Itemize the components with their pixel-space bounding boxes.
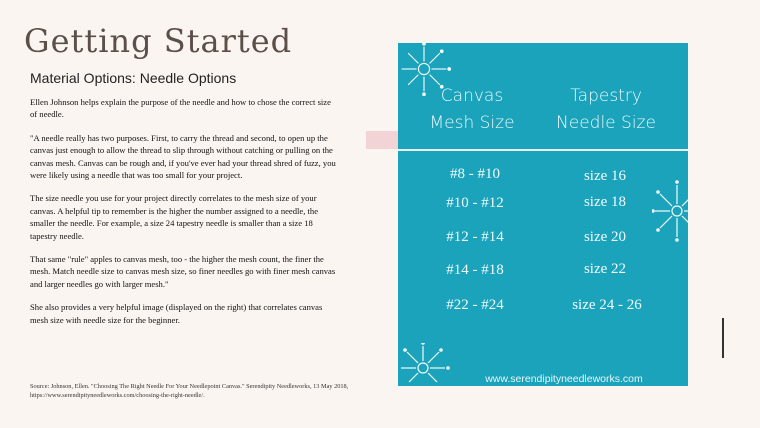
needle-size-cell: size 24 - 26: [572, 297, 642, 313]
edge-rule: [722, 318, 724, 358]
column-header-tapestry-needle: [546, 83, 666, 137]
source-citation: Source: Johnson, Ellen. "Choosing The Right Needle For Your Needlepoint Canvas." Serendipity Needleworks, 13 May 2018, https://www.serendipityneedleworks.com/choosing-the-right-needle/.: [30, 383, 349, 399]
column-header-canvas-mesh: [412, 83, 532, 137]
snowflake-decoration-icon: [398, 343, 450, 386]
header-tapestry-line2: Needle Size: [556, 113, 656, 133]
body-text: [30, 96, 340, 337]
mesh-size-cell: #12 - #14: [446, 229, 504, 245]
needle-size-chart-panel: [398, 43, 688, 386]
needle-size-cell: size 16: [583, 168, 627, 184]
mesh-size-cell: #14 - #18: [446, 262, 504, 278]
header-canvas-line2: Mesh Size: [429, 113, 515, 133]
header-tapestry-line1: Tapestry: [570, 86, 642, 106]
needle-size-cell: size 20: [583, 229, 627, 245]
accent-tab: [366, 131, 398, 149]
paragraph-quote-1: "A needle really has two purposes. First, to carry the thread and second, to open up the canvas just enough to allow the thread to slip through without catching or pulling on the canvas mesh. Canvas can be rough and, if you've ever had your thread shred of fuzz, you were likely using a needle that was too small for your project.: [30, 132, 336, 181]
paragraph-quote-2: The size needle you use for your project directly correlates to the mesh size of your canvas. A helpful tip to remember is the higher the number assigned to a needle, the smaller the needle. For example, a size 24 tapestry needle is smaller than a size 18 tapestry needle.: [30, 193, 319, 241]
paragraph-intro: Ellen Johnson helps explain the purpose of the needle and how to chose the correct size of needle.: [30, 97, 331, 120]
paragraph-quote-3: That same "rule" apples to canvas mesh, too - the higher the mesh count, the finer the mesh. Match needle size to canvas mesh size, so finer needles go with finer mesh canvas and larger needles go with larger mesh.": [30, 254, 336, 289]
mesh-size-cell: #22 - #24: [446, 297, 504, 313]
needle-size-cell: size 18: [583, 194, 627, 210]
header-divider: [398, 149, 688, 151]
needle-size-cell: size 22: [583, 261, 627, 277]
mesh-size-cell: #10 - #12: [446, 195, 504, 211]
paragraph-closing: She also provides a very helpful image (displayed on the right) that correlates canvas mesh size with needle size for the beginner.: [30, 302, 323, 325]
header-canvas-line1: Canvas: [440, 86, 504, 106]
slide-title: Getting Started: [24, 22, 293, 60]
website-url: www.serendipityneedleworks.com: [485, 373, 643, 385]
mesh-size-cell: #8 - #10: [450, 166, 500, 182]
slide-subtitle: Material Options: Needle Options: [30, 70, 237, 86]
